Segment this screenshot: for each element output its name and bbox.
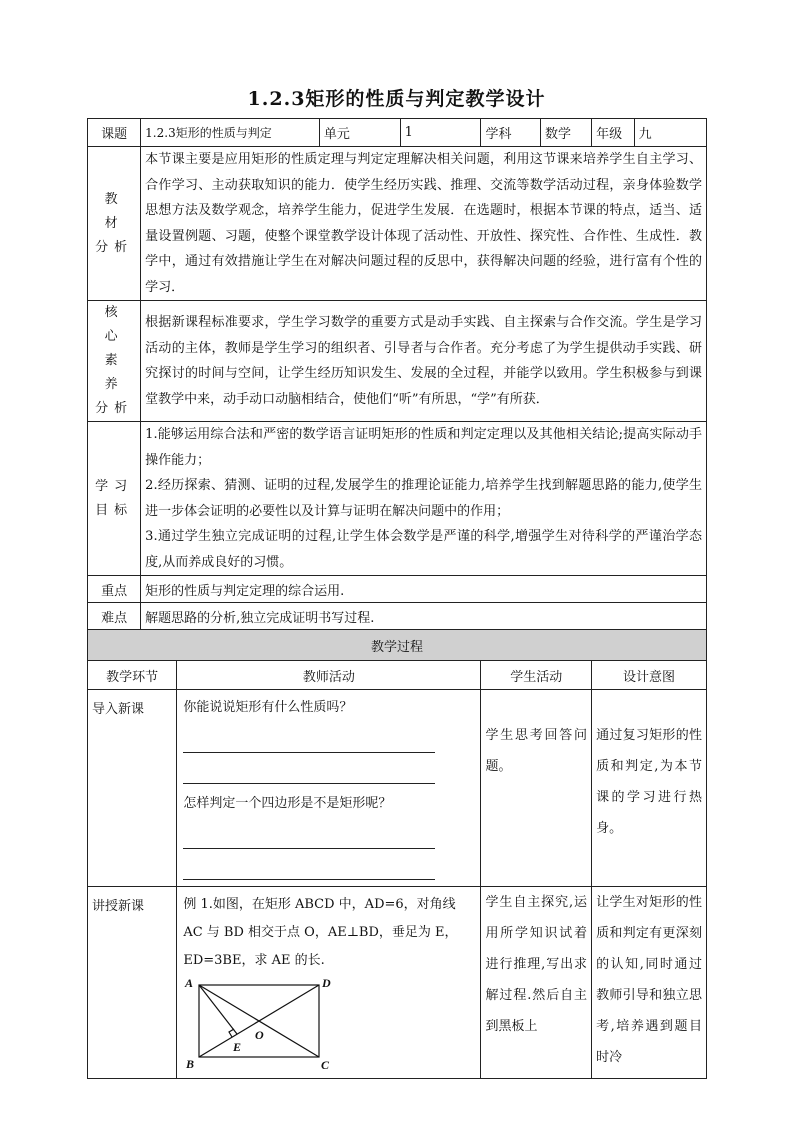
- process-heading: 教学过程: [88, 630, 707, 661]
- objective-item: 2.经历探索、猜测、证明的过程,发展学生的推理论证能力,培养学生找到解题思路的能力,使学生进一步体会证明的必要性以及计算与证明在解决问题中的作用；: [145, 478, 702, 519]
- column-header-stage: 教学环节: [88, 661, 177, 690]
- objectives-list: [141, 422, 707, 576]
- grade-label: 年级: [592, 119, 635, 147]
- literacy-row: [88, 301, 707, 422]
- figure-label-b: B: [186, 1057, 195, 1071]
- objectives-row: [88, 422, 707, 576]
- column-header-student: 学生活动: [481, 661, 592, 690]
- answer-blank-line: [183, 753, 435, 784]
- lesson-label: 课题: [88, 119, 141, 147]
- lesson-value: 1.2.3矩形的性质与判定: [141, 119, 320, 147]
- process-row-intro: [88, 690, 707, 887]
- key-point-label: 重点: [88, 576, 141, 603]
- design-intent-intro: 通过复习矩形的性质和判定,为本节课的学习进行热身。: [592, 690, 707, 887]
- process-heading-row: [88, 630, 707, 661]
- figure-label-c: C: [321, 1058, 330, 1071]
- teacher-question-1: 你能说说矩形有什么性质吗？: [183, 700, 353, 715]
- figure-label-a: A: [185, 976, 194, 990]
- page-title: 1.2.3矩形的性质与判定教学设计: [247, 88, 546, 110]
- example-problem-text: 例 1.如图，在矩形 ABCD 中，AD=6，对角线 AC 与 BD 相交于点 O，AE⊥BD，垂足为 E，ED=3BE，求 AE 的长.: [183, 897, 458, 968]
- difficulty-label: 难点: [88, 603, 141, 630]
- column-header-teacher: 教师活动: [177, 661, 481, 690]
- design-intent-new-lesson: 让学生对矩形的性质和判定有更深刻的认知,同时通过教师引导和独立思考,培养遇到题目时冷: [592, 887, 707, 1079]
- difficulty-text: 解题思路的分析,独立完成证明书写过程.: [141, 603, 707, 630]
- unit-label: 单元: [319, 119, 400, 147]
- objectives-label: 学习 目标: [88, 422, 141, 576]
- process-row-new-lesson: [88, 887, 707, 1079]
- rectangle-figure: [183, 975, 333, 1071]
- figure-label-e: E: [233, 1040, 242, 1054]
- subject-value: 数学: [541, 119, 592, 147]
- answer-blank-line: [183, 818, 435, 849]
- material-text: 本节课主要是应用矩形的性质定理与判定定理解决相关问题，利用这节课来培养学生自主学习、合作学习、主动获取知识的能力．使学生经历实践、推理、交流等数学活动过程，亲身体验数学思想方法及数学观念，培养学生能力，促进学生发展．在选题时，根据本节课的特点，适当、适量设置例题、习题，使整个课堂教学设计体现了活动性、开放性、探究性、合作性、生成性．教学中，通过有效措施让学生在对解决问题过程的反思中，获得解决问题的经验，进行富有个性的学习．: [141, 147, 707, 301]
- answer-blank-line: [183, 722, 435, 753]
- key-point-row: [88, 576, 707, 603]
- lesson-plan-table: [87, 118, 707, 1079]
- stage-new-lesson: 讲授新课: [88, 887, 177, 1079]
- process-columns-row: [88, 661, 707, 690]
- objective-item: 1.能够运用综合法和严密的数学语言证明矩形的性质和判定定理以及其他相关结论;提高实际动手操作能力；: [145, 427, 702, 468]
- figure-label-d: D: [322, 976, 331, 990]
- figure-perpendicular-ae: [199, 985, 237, 1034]
- objective-item: 3.通过学生独立完成证明的过程,让学生体会数学是严谨的科学,增强学生对待科学的严谨治学态度,从而养成良好的习惯。: [145, 529, 702, 570]
- subject-label: 学科: [481, 119, 541, 147]
- student-activity-intro: 学生思考回答问题。: [481, 690, 592, 887]
- answer-blank-line: [183, 849, 435, 880]
- literacy-text: 根据新课程标准要求，学生学习数学的重要方式是动手实践、自主探索与合作交流。学生是学习活动的主体，教师是学生学习的组织者、引导者与合作者。充分考虑了为学生提供动手实践、研究探讨的时间与空间，让学生经历知识发生、发展的全过程，并能学以致用。学生积极参与到课堂教学中来，动手动口动脑相结合，使他们“听”有所思，“学”有所获．: [141, 301, 707, 422]
- info-row: [88, 119, 707, 147]
- literacy-label: 核 心 素 养 分析: [88, 301, 141, 422]
- key-point-text: 矩形的性质与判定定理的综合运用.: [141, 576, 707, 603]
- grade-value: 九: [634, 119, 706, 147]
- material-row: [88, 147, 707, 301]
- material-label: 教 材 分析: [88, 147, 141, 301]
- figure-label-o: O: [255, 1028, 264, 1042]
- difficulty-row: [88, 603, 707, 630]
- student-activity-new-lesson: 学生自主探究,运用所学知识试着进行推理,写出求解过程.然后自主到黑板上: [481, 887, 592, 1079]
- stage-intro: 导入新课: [88, 690, 177, 887]
- teacher-question-2: 怎样判定一个四边形是不是矩形呢？: [183, 796, 392, 811]
- column-header-intent: 设计意图: [592, 661, 707, 690]
- unit-value: 1: [400, 119, 481, 147]
- teacher-activity-new-lesson: [177, 887, 481, 1079]
- teacher-activity-intro: [177, 690, 481, 887]
